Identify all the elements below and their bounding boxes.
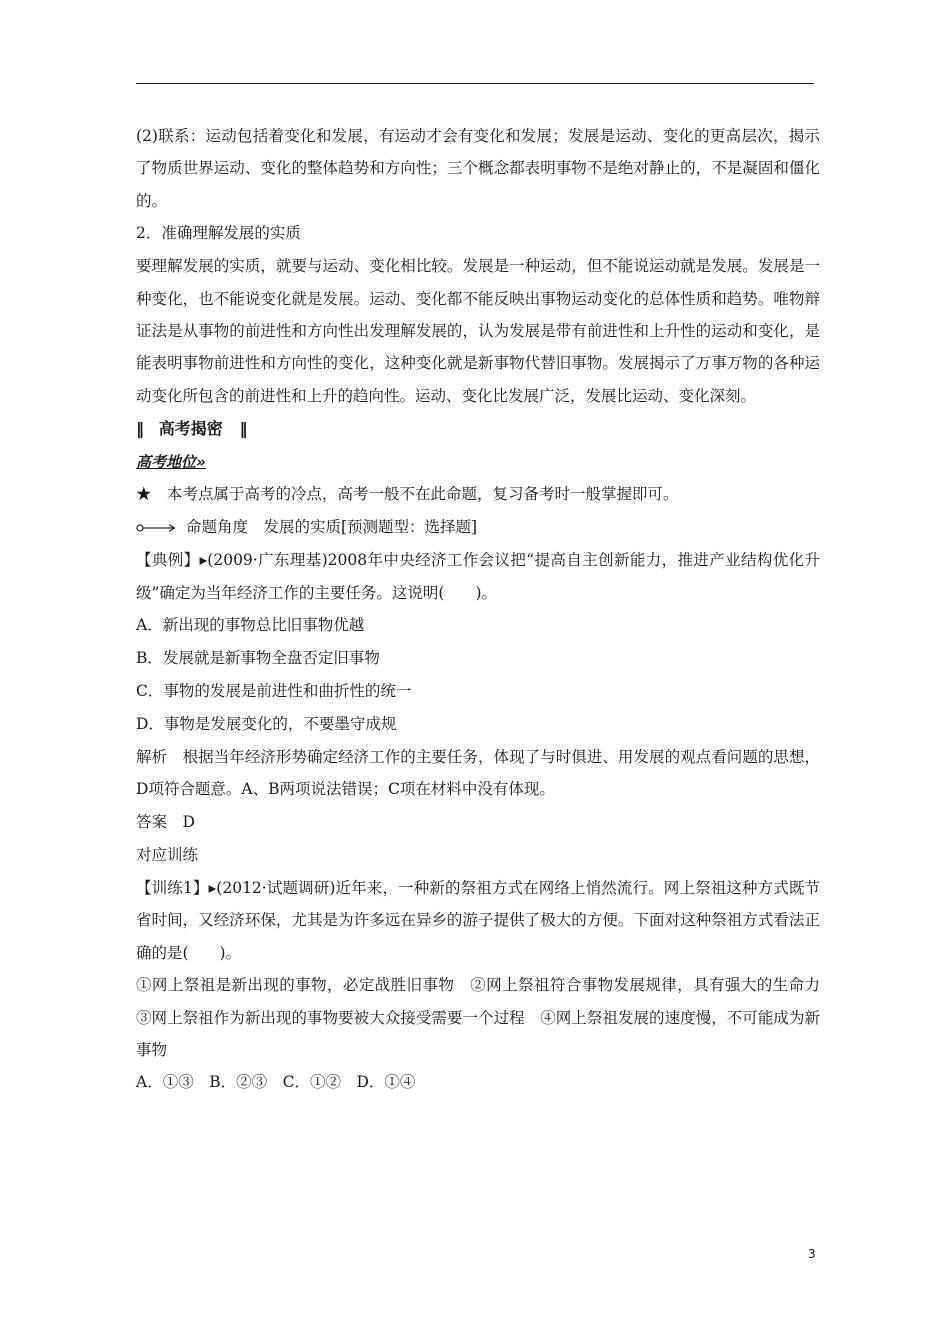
example-option-b: B．发展就是新事物全盘否定旧事物 xyxy=(136,649,380,668)
star-note: ★ 本考点属于高考的冷点，高考一般不在此命题，复习备考时一般掌握即可。 xyxy=(136,485,679,504)
topic-angle-line xyxy=(136,511,820,544)
example-option-c: C．事物的发展是前进性和曲折性的统一 xyxy=(136,682,412,701)
document-body xyxy=(136,120,836,1099)
training-statements: ①网上祭祖是新出现的事物，必定战胜旧事物 ②网上祭祖符合事物发展规律，具有强大的生命力 ③网上祭祖作为新出现的事物要被大众接受需要一个过程 ④网上祭祖发展的速度慢，不可能成为新事物 xyxy=(136,976,836,1059)
analysis: 解析 根据当年经济形势确定经济工作的主要任务，体现了与时俱进、用发展的观点看问题的思想，D项符合题意。A、B两项说法错误；C项在材料中没有体现。 xyxy=(136,748,820,799)
example-option-d: D．事物是发展变化的，不要墨守成规 xyxy=(136,715,397,734)
section-title-text: 高考揭密 xyxy=(158,419,223,439)
answer: 答案 D xyxy=(136,812,195,831)
sub-title: 高考地位» xyxy=(136,453,206,472)
key-arrow-icon xyxy=(136,523,178,533)
topic-angle-text: 命题角度 发展的实质[预测题型：选择题] xyxy=(186,518,478,537)
page-number: 3 xyxy=(808,1247,816,1261)
training-question: 【训练1】▸(2012·试题调研)近年来，一种新的祭祖方式在网络上悄然流行。网上祭祖这种方式既节省时间，又经济环保，尤其是为许多远在异乡的游子提供了极大的方便。下面对这种祭祖方式看法正确的是( )。 xyxy=(136,878,820,962)
example-question: 【典例】▸(2009·广东理基)2008年中央经济工作会议把“提高自主创新能力，推进产业结构优化升级”确定为当年经济工作的主要任务。这说明( )。 xyxy=(136,551,820,602)
paragraph-essence: 要理解发展的实质，就要与运动、变化相比较。发展是一种运动，但不能说运动就是发展。发展是一种变化，也不能说变化就是发展。运动、变化都不能反映出事物运动变化的总体性质和趋势。唯物辩证法是从事物的前进性和方向性出发理解发展的，认为发展是带有前进性和上升性的运动和变化，是能表明事物前进性和方向性的变化，这种变化就是新事物代替旧事物。发展揭示了万事万物的各种运动变化所包含的前进性和上升的趋向性。运动、变化比发展广泛，发展比运动、变化深刻。 xyxy=(136,257,820,405)
training-options: A．①③ B．②③ C．①② D．①④ xyxy=(136,1073,416,1092)
section-title xyxy=(136,412,820,446)
heading-essence: 2．准确理解发展的实质 xyxy=(136,224,301,243)
section-bar-left: ‖ xyxy=(136,419,142,439)
training-label: 对应训练 xyxy=(136,845,199,864)
header-rule xyxy=(136,83,814,84)
section-bar-right: ‖ xyxy=(239,419,246,439)
paragraph-contact: (2)联系：运动包括着变化和发展，有运动才会有变化和发展；发展是运动、变化的更高层次，揭示了物质世界运动、变化的整体趋势和方向性；三个概念都表明事物不是绝对静止的，不是凝固和僵化的。 xyxy=(136,127,820,210)
example-option-a: A．新出现的事物总比旧事物优越 xyxy=(136,616,365,635)
